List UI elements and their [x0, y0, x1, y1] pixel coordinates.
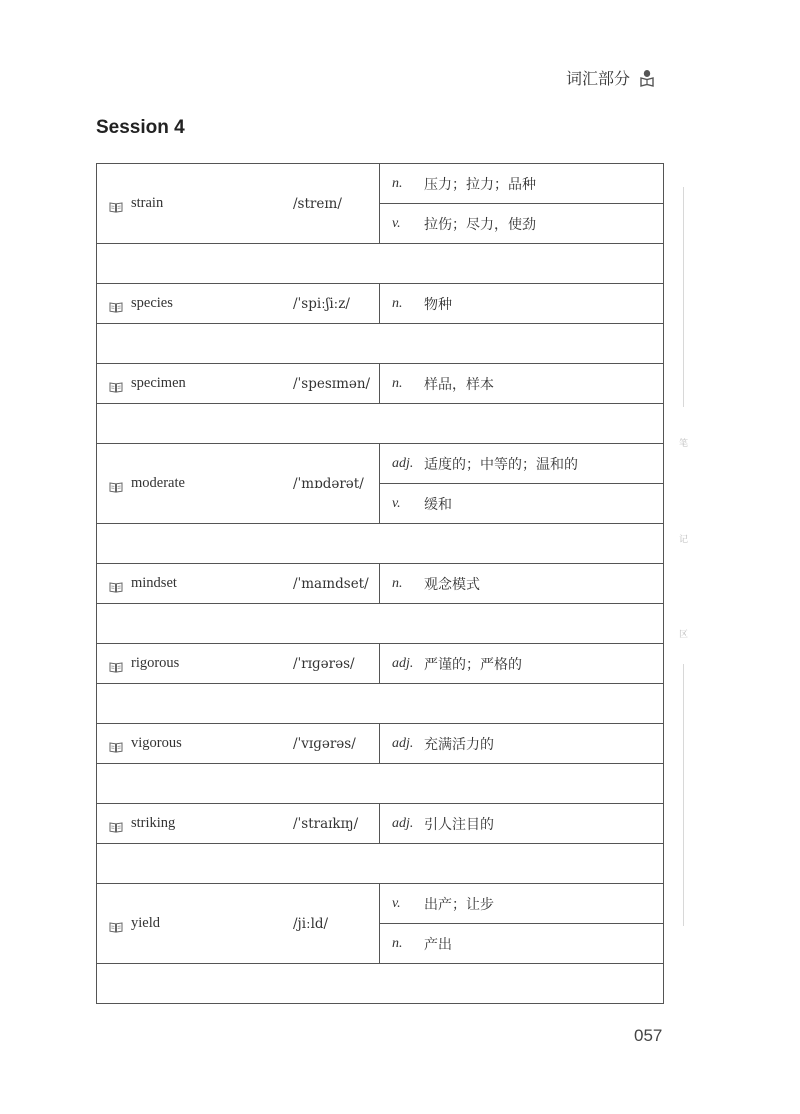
definition-text: 适度的；中等的；温和的	[424, 456, 578, 473]
vocab-word: rigorous	[131, 655, 180, 671]
note-row	[97, 964, 664, 1004]
part-of-speech: n.	[392, 375, 403, 391]
open-book-icon	[109, 818, 123, 829]
word-cell	[97, 284, 380, 324]
vocab-row	[97, 724, 664, 764]
definition-cell	[380, 444, 664, 484]
part-of-speech: adj.	[392, 815, 414, 831]
word-cell	[97, 804, 380, 844]
part-of-speech: v.	[392, 215, 401, 231]
vocab-row	[97, 444, 664, 484]
vocab-word: specimen	[131, 375, 186, 391]
note-row	[97, 324, 664, 364]
open-book-icon	[109, 478, 123, 489]
notes-label-char: 区	[679, 630, 689, 640]
vocab-word: moderate	[131, 475, 185, 491]
blank-note-cell	[97, 404, 664, 444]
vocab-row	[97, 284, 664, 324]
note-row	[97, 844, 664, 884]
vocab-ipa: /ˈvɪɡərəs/	[293, 735, 356, 752]
definition-cell	[380, 364, 664, 404]
open-book-icon	[109, 198, 123, 209]
part-of-speech: adj.	[392, 655, 414, 671]
open-book-icon	[109, 918, 123, 929]
word-cell	[97, 364, 380, 404]
part-of-speech: v.	[392, 495, 401, 511]
open-book-icon	[109, 378, 123, 389]
vocab-row	[97, 804, 664, 844]
word-cell	[97, 884, 380, 964]
vocabulary-table	[96, 163, 664, 1004]
blank-note-cell	[97, 244, 664, 284]
notes-label-char: 笔	[679, 439, 689, 449]
vocab-ipa: /jiːld/	[293, 915, 329, 932]
vocab-word: mindset	[131, 575, 177, 591]
vocab-ipa: /ˈrɪɡərəs/	[293, 655, 355, 672]
vocab-ipa: /ˈmaɪndset/	[293, 575, 369, 592]
open-book-icon	[109, 578, 123, 589]
vocab-ipa: /ˈstraɪkɪŋ/	[293, 815, 359, 832]
blank-note-cell	[97, 844, 664, 884]
notes-divider-line	[683, 664, 684, 926]
book-person-icon	[640, 69, 654, 87]
note-row	[97, 604, 664, 644]
definition-text: 缓和	[424, 496, 452, 513]
part-of-speech: v.	[392, 895, 401, 911]
open-book-icon	[109, 298, 123, 309]
blank-note-cell	[97, 604, 664, 644]
vocab-row	[97, 164, 664, 204]
vocab-row	[97, 564, 664, 604]
running-header	[566, 66, 654, 89]
blank-note-cell	[97, 324, 664, 364]
definition-cell	[380, 164, 664, 204]
note-row	[97, 524, 664, 564]
definition-cell	[380, 484, 664, 524]
vocab-ipa: /ˈspiːʃiːz/	[293, 295, 350, 312]
vocab-word: striking	[131, 815, 176, 831]
vocab-row	[97, 884, 664, 924]
note-row	[97, 244, 664, 284]
word-cell	[97, 444, 380, 524]
notes-divider-line	[683, 187, 684, 407]
definition-text: 产出	[424, 936, 452, 953]
vocab-word: strain	[131, 195, 164, 211]
definition-cell	[380, 644, 664, 684]
session-title: Session 4	[96, 117, 185, 138]
part-of-speech: n.	[392, 575, 403, 591]
note-row	[97, 764, 664, 804]
definition-cell	[380, 884, 664, 924]
word-cell	[97, 644, 380, 684]
part-of-speech: n.	[392, 935, 403, 951]
definition-text: 观念模式	[424, 576, 480, 593]
part-of-speech: n.	[392, 295, 403, 311]
word-cell	[97, 164, 380, 244]
vocab-ipa: /ˈspesɪmən/	[293, 375, 371, 392]
definition-text: 样品，样本	[424, 376, 494, 393]
note-row	[97, 684, 664, 724]
definition-text: 物种	[424, 296, 452, 313]
definition-cell	[380, 284, 664, 324]
vocab-word: vigorous	[131, 735, 182, 751]
part-of-speech: adj.	[392, 455, 414, 471]
part-of-speech: adj.	[392, 735, 414, 751]
word-cell	[97, 564, 380, 604]
vocab-ipa: /streɪn/	[293, 195, 342, 212]
open-book-icon	[109, 658, 123, 669]
vocab-ipa: /ˈmɒdərət/	[293, 475, 364, 492]
vocab-row	[97, 364, 664, 404]
vocab-word: yield	[131, 915, 160, 931]
definition-text: 出产；让步	[424, 896, 494, 913]
page-number: 057	[634, 1026, 663, 1045]
blank-note-cell	[97, 964, 664, 1004]
note-row	[97, 404, 664, 444]
definition-cell	[380, 804, 664, 844]
definition-cell	[380, 564, 664, 604]
definition-text: 严谨的；严格的	[424, 656, 522, 673]
definition-text: 引人注目的	[424, 816, 494, 833]
definition-cell	[380, 924, 664, 964]
vocab-row	[97, 644, 664, 684]
part-of-speech: n.	[392, 175, 403, 191]
definition-text: 压力；拉力；品种	[424, 176, 536, 193]
definition-text: 拉伤；尽力，使劲	[424, 216, 536, 233]
definition-text: 充满活力的	[424, 736, 494, 753]
definition-cell	[380, 724, 664, 764]
notes-label-char: 记	[679, 535, 689, 545]
blank-note-cell	[97, 764, 664, 804]
vocab-word: species	[131, 295, 173, 311]
word-cell	[97, 724, 380, 764]
open-book-icon	[109, 738, 123, 749]
section-title: 词汇部分	[566, 69, 631, 88]
blank-note-cell	[97, 524, 664, 564]
definition-cell	[380, 204, 664, 244]
blank-note-cell	[97, 684, 664, 724]
